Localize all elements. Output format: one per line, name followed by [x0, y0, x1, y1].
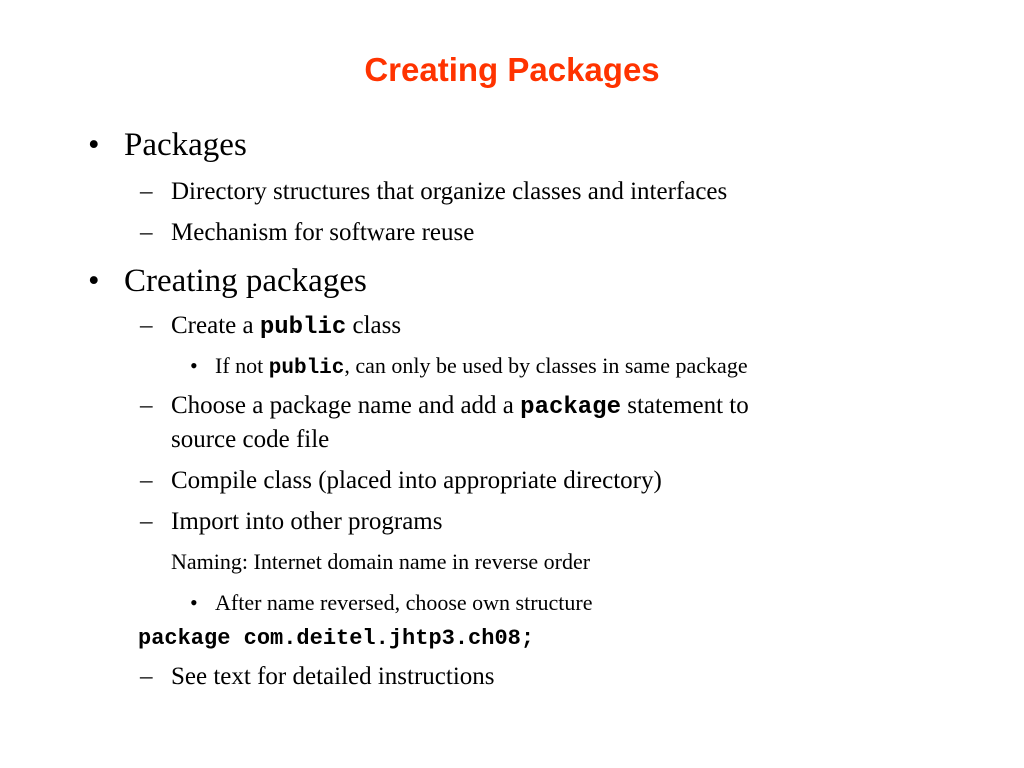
dash-glyph: – — [140, 178, 153, 205]
text-fragment: class — [346, 312, 402, 339]
subbullet-directory: Directory structures that organize classes and interfaces — [171, 178, 728, 205]
code-keyword-public: public — [268, 357, 345, 380]
subbullet-compile-class: Compile class (placed into appropriate directory) — [171, 467, 662, 494]
dash-glyph: – — [140, 219, 153, 246]
text-fragment: Create a — [171, 312, 260, 339]
bullet-glyph: • — [190, 590, 198, 615]
subbullet-create-public — [171, 310, 401, 344]
naming-note: Naming: Internet domain name in reverse order — [171, 549, 591, 574]
text-fragment: Choose a package name and add a — [171, 392, 521, 419]
bullet-packages: Packages — [124, 127, 247, 163]
subbullet-see-text: See text for detailed instructions — [171, 663, 495, 690]
subsubbullet-after-name-reversed: After name reversed, choose own structure — [215, 590, 593, 615]
text-fragment: , can only be used by classes in same package — [344, 353, 748, 378]
dash-glyph: – — [140, 467, 153, 494]
slide-title: Creating Packages — [364, 51, 660, 88]
subbullet-mechanism: Mechanism for software reuse — [171, 219, 475, 246]
bullet-glyph: • — [88, 263, 100, 299]
text-fragment: statement to — [621, 392, 749, 419]
dash-glyph: – — [140, 663, 153, 690]
text-fragment: If not — [215, 353, 269, 378]
subbullet-import: Import into other programs — [171, 508, 443, 535]
bullet-glyph: • — [88, 127, 100, 163]
dash-glyph: – — [140, 392, 153, 419]
subbullet-choose-package — [171, 390, 749, 424]
code-example-package-statement: package com.deitel.jhtp3.ch08; — [138, 626, 535, 651]
code-keyword-public: public — [259, 314, 347, 341]
subsubbullet-if-not-public — [215, 352, 748, 383]
bullet-creating-packages: Creating packages — [124, 263, 367, 299]
dash-glyph: – — [140, 508, 153, 535]
bullet-glyph: • — [190, 353, 198, 378]
dash-glyph: – — [140, 312, 153, 339]
subbullet-choose-package-continued: source code file — [171, 426, 330, 453]
code-keyword-package: package — [520, 394, 621, 421]
